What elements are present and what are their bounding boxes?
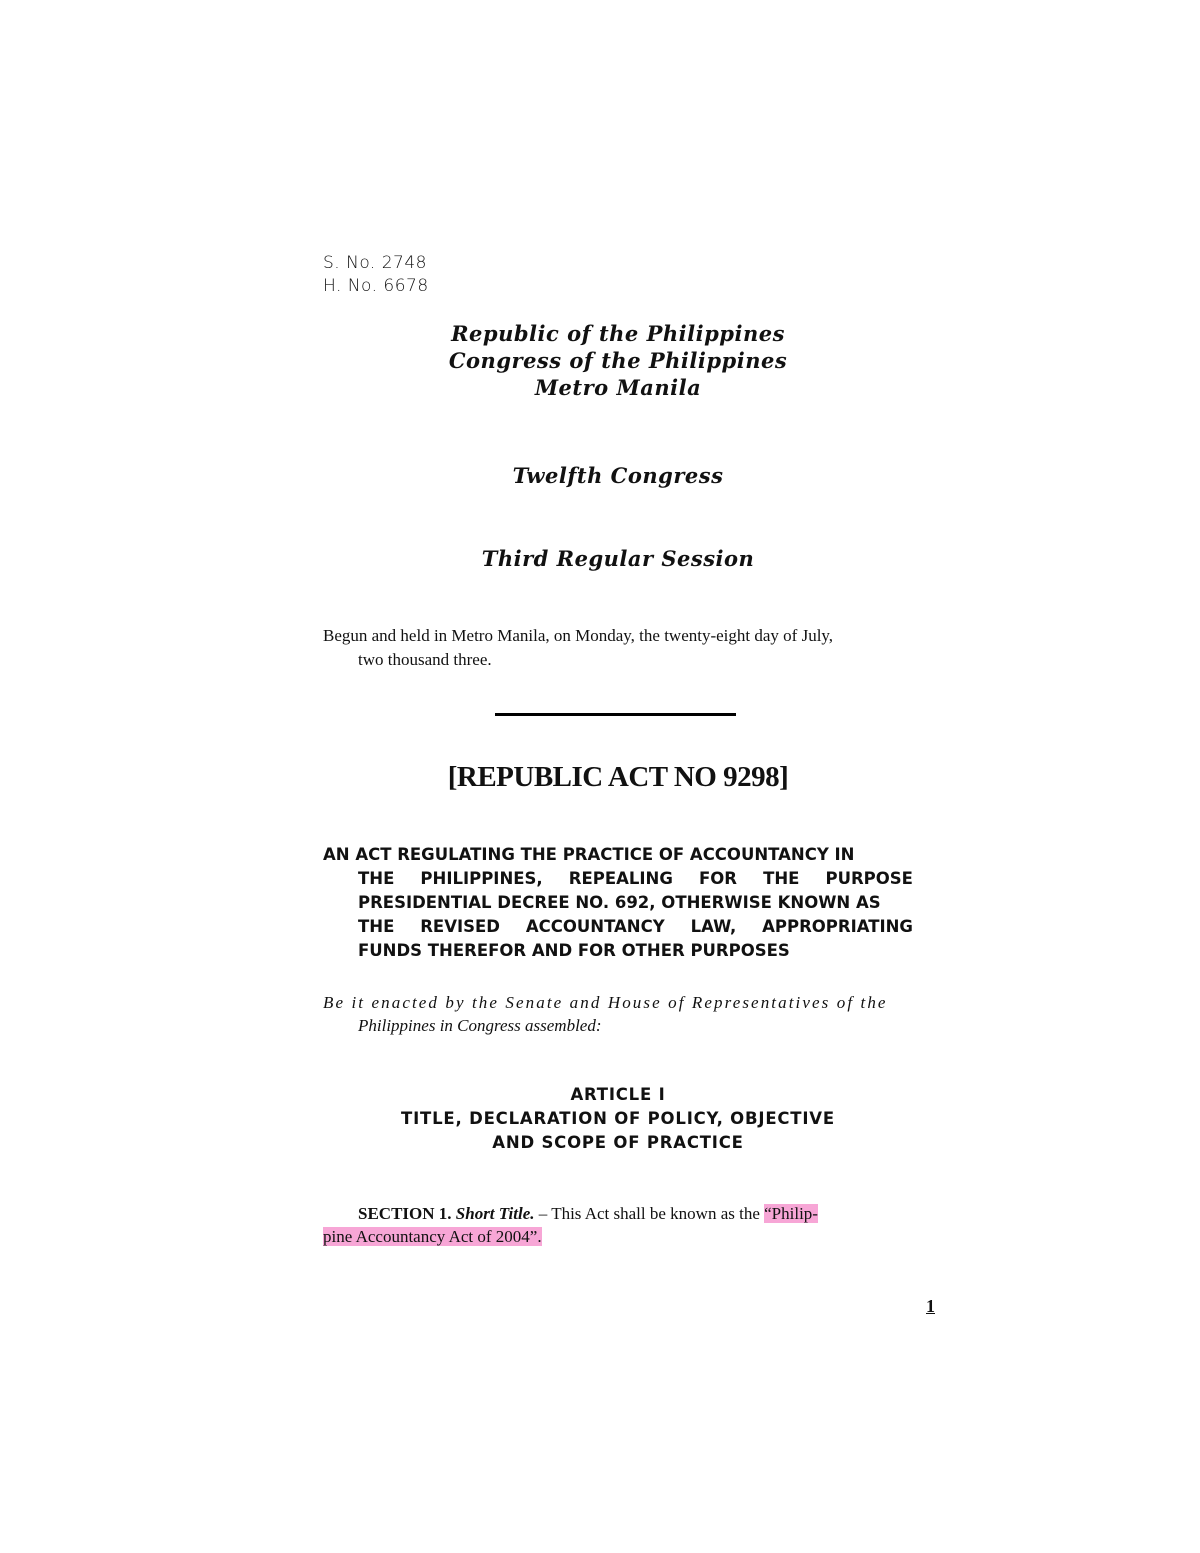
- act-title-word: REVISED: [420, 917, 500, 936]
- act-title-line-1: AN ACT REGULATING THE PRACTICE OF ACCOUNTANCY IN: [323, 845, 855, 864]
- act-title-line-5: FUNDS THEREFOR AND FOR OTHER PURPOSES: [358, 941, 790, 960]
- header-location: Metro Manila: [534, 375, 702, 400]
- act-title-word: THE: [358, 917, 395, 936]
- begun-line-1: Begun and held in Metro Manila, on Monday, the twenty-eight day of July,: [323, 626, 834, 645]
- highlighted-text: “Philip-: [764, 1204, 818, 1223]
- act-title-line-2: [323, 867, 913, 891]
- begun-line-2: two thousand three.: [358, 650, 492, 669]
- act-title-word: APPROPRIATING: [762, 917, 913, 936]
- congress-title: Twelfth Congress: [512, 463, 724, 488]
- act-title-line-4: [323, 915, 913, 939]
- highlighted-text: pine Accountancy Act of 2004”.: [323, 1227, 542, 1246]
- act-title-word: FOR: [698, 869, 737, 888]
- header-republic: Republic of the Philippines: [451, 321, 785, 346]
- act-title-word: THE: [763, 869, 800, 888]
- article-title-line-1: TITLE, DECLARATION OF POLICY, OBJECTIVE: [401, 1109, 835, 1128]
- document-header: [323, 320, 913, 401]
- horizontal-rule: [495, 713, 736, 716]
- article-number: ARTICLE I: [570, 1085, 666, 1104]
- section-title: Short Title.: [455, 1204, 535, 1223]
- senate-bill-number: S. No. 2748: [323, 253, 427, 273]
- act-number: [REPUBLIC ACT NO 9298]: [447, 761, 789, 793]
- section-1: [323, 1202, 913, 1248]
- section-label: SECTION 1.: [358, 1204, 452, 1223]
- enacting-line-1: Be it enacted by the Senate and House of Representatives of the: [323, 993, 888, 1012]
- act-title-word: ACCOUNTANCY: [525, 917, 665, 936]
- section-text: – This Act shall be known as the: [534, 1204, 765, 1223]
- act-title-word: PHILIPPINES,: [420, 869, 543, 888]
- act-title-word: THE: [358, 869, 395, 888]
- session-title: Third Regular Session: [481, 546, 755, 571]
- act-title-line-3: PRESIDENTIAL DECREE NO. 692, OTHERWISE KNOWN AS: [358, 893, 881, 912]
- bill-numbers: [323, 252, 429, 298]
- enacting-line-2: Philippines in Congress assembled:: [358, 1016, 602, 1035]
- page-number: 1: [926, 1296, 935, 1316]
- begun-statement: [323, 624, 913, 672]
- act-title-word: REPEALING: [568, 869, 673, 888]
- act-title: [323, 843, 913, 963]
- act-title-word: PURPOSE: [825, 869, 913, 888]
- section-1-line-2: [323, 1225, 913, 1248]
- enacting-clause: [323, 991, 913, 1037]
- header-congress: Congress of the Philippines: [448, 348, 788, 373]
- act-title-word: LAW,: [690, 917, 737, 936]
- section-1-line-1: [323, 1202, 913, 1225]
- house-bill-number: H. No. 6678: [323, 276, 429, 296]
- article-heading: [323, 1083, 913, 1155]
- article-title-line-2: AND SCOPE OF PRACTICE: [492, 1133, 744, 1152]
